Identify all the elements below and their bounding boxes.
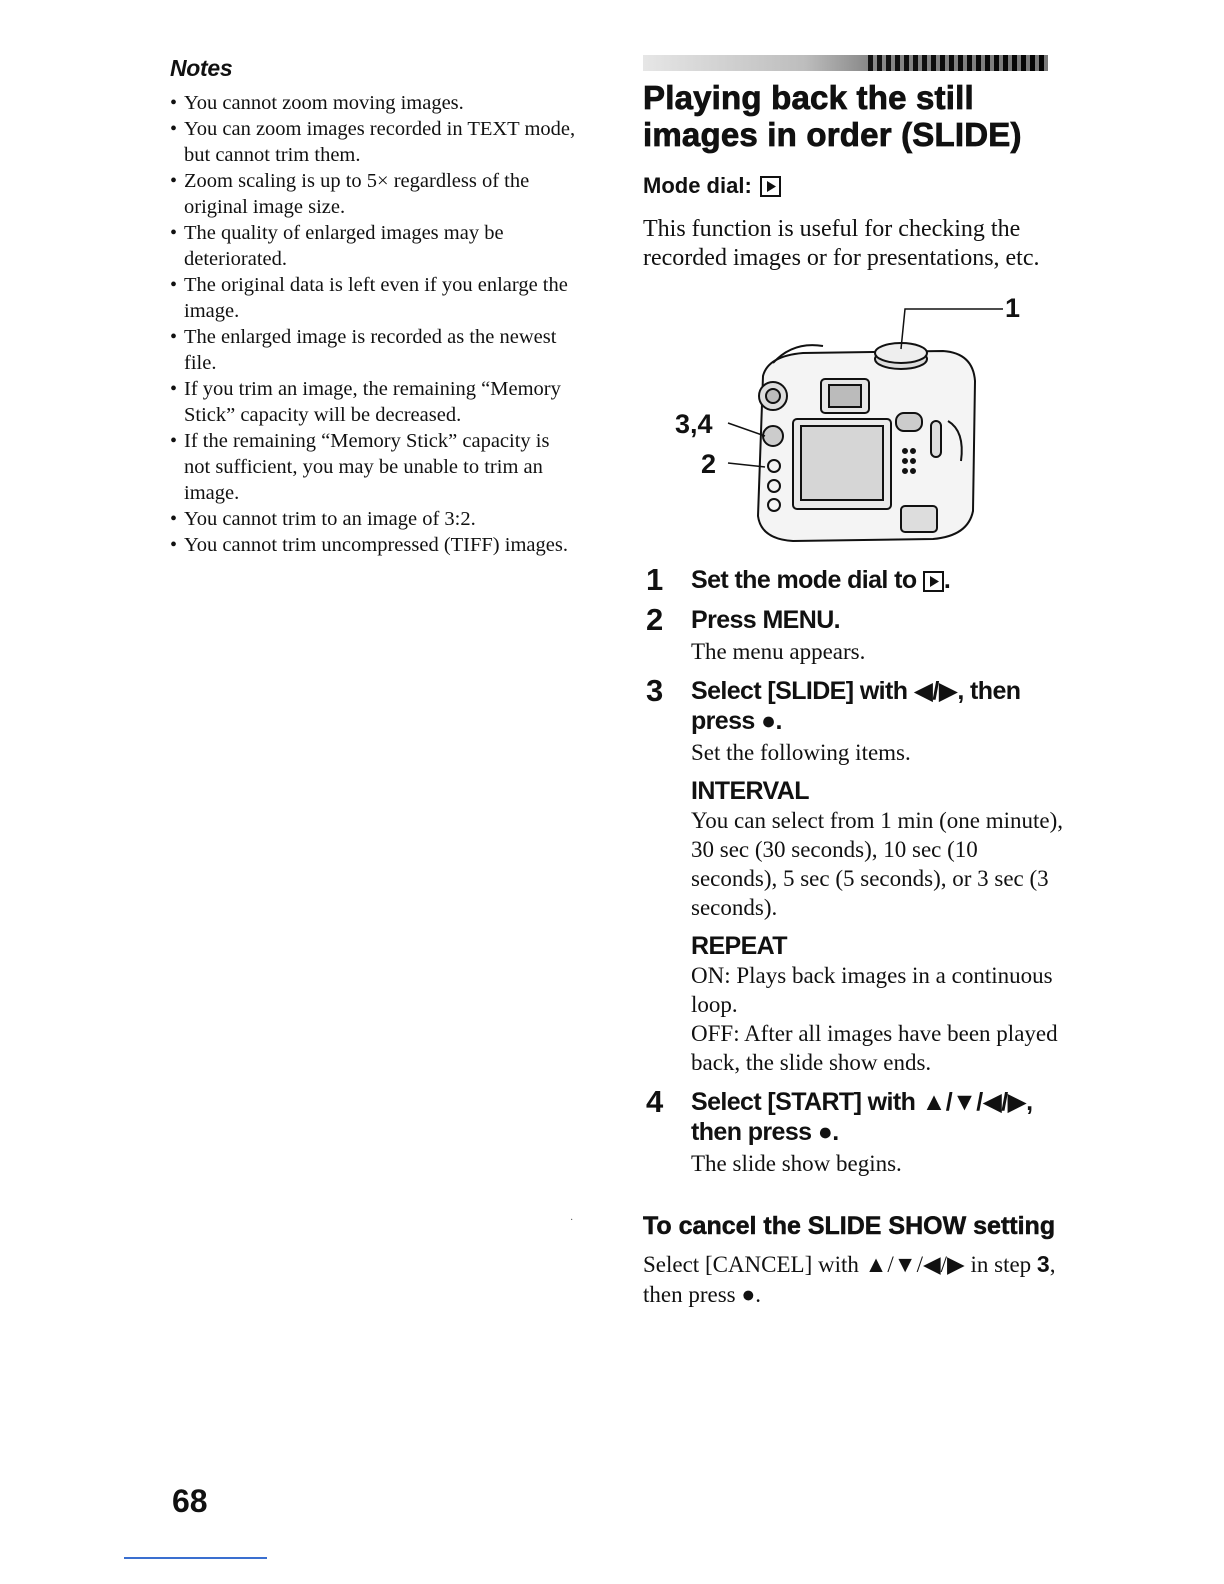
step-heading: Press MENU. [691,606,841,634]
note-item: • If you trim an image, the remaining “Memory Stick” capacity will be decreased. [170,376,580,428]
page-number: 68 [172,1483,208,1519]
step-4 [643,1084,1063,1178]
repeat-off-text: OFF: After all images have been played back, the slide show ends. [691,1021,1058,1075]
note-item: • If the remaining “Memory Stick” capacity is not sufficient, you may be unable to trim an image. [170,428,580,506]
step-body: Set the following items. [691,740,911,765]
mode-dial-label: Mode dial: [643,173,752,198]
note-item: • You cannot trim to an image of 3:2. [170,506,580,532]
callout-2: 2 [701,449,717,479]
camera-illustration [643,293,1063,551]
step-reference: 3 [1036,1251,1050,1277]
section-title: Playing back the still images in order (SLIDE) [643,79,1022,153]
callout-1: 1 [1005,293,1021,323]
step-3 [643,673,1063,1077]
section-header-bar [643,55,1048,71]
step-heading: Select [SLIDE] with ◀/▶, then press ●. [691,677,1021,735]
notes-section [170,55,580,558]
step-2 [643,602,1063,666]
mode-dial-line [643,173,1063,199]
step-number: 1 [646,562,664,597]
step-number: 2 [646,602,664,637]
playback-mode-icon [760,176,781,197]
note-item: • You cannot zoom moving images. [170,90,580,116]
note-item: • The original data is left even if you enlarge the image. [170,272,580,324]
steps-list [643,562,1063,1178]
note-item: • You can zoom images recorded in TEXT mode, but cannot trim them. [170,116,580,168]
interval-heading: INTERVAL [691,777,809,805]
repeat-on-text: ON: Plays back images in a continuous loop. [691,963,1053,1017]
step-body: The menu appears. [691,639,866,664]
repeat-heading: REPEAT [691,932,787,960]
note-item: • You cannot trim uncompressed (TIFF) images. [170,532,580,558]
step-number: 4 [646,1084,664,1119]
notes-list [170,90,580,558]
notes-title: Notes [170,55,233,81]
note-item: • The enlarged image is recorded as the newest file. [170,324,580,376]
cancel-heading: To cancel the SLIDE SHOW setting [643,1212,1056,1240]
note-item: • Zoom scaling is up to 5× regardless of the original image size. [170,168,580,220]
note-item: • The quality of enlarged images may be deteriorated. [170,220,580,272]
step-heading: Set the mode dial to . [691,566,951,594]
cancel-body: Select [CANCEL] with ▲/▼/◀/▶ in step 3, then press ●. [643,1251,1056,1307]
slide-section [643,55,1063,1310]
scan-speck: · [570,1215,574,1226]
step-heading: Select [START] with ▲/▼/◀/▶, then press ●. [691,1088,1033,1146]
interval-text: You can select from 1 min (one minute), 30 sec (30 seconds), 10 sec (10 seconds), 5 sec (5 seconds), or 3 sec (3 seconds). [691,808,1063,920]
intro-paragraph: This function is useful for checking the recorded images or for presentations, etc. [643,216,1040,271]
step-body: The slide show begins. [691,1151,902,1176]
step-number: 3 [646,673,664,708]
playback-mode-icon [923,571,944,592]
bottom-rule [124,1557,267,1559]
callout-3-4: 3,4 [675,409,713,439]
step-1 [643,562,1063,597]
